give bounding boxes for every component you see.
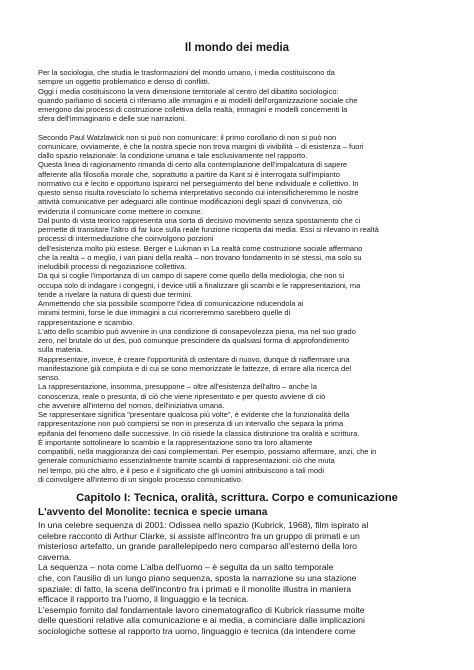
text-line: che, con l'ausilio di un lungo piano sequenza, sposta la narrazione su una stazione	[38, 572, 357, 583]
text-line: efficace il rapporto tra l'uomo, il linguaggio e la tecnica.	[38, 594, 249, 605]
text-line: rappresentazione e scambio.	[38, 317, 135, 327]
text-line: minimi termini, forse le due immagini a cui ricorreremmo sarebbero quelle di	[38, 308, 291, 318]
text-line: emergono dai processi di costruzione collettiva della realtà, immagini e modelli concernenti la	[38, 105, 348, 114]
text-line: La sequenza – nota come L'alba dell'uomo – è seguita da un salto temporale	[38, 562, 334, 573]
text-line: Ammettendo che sia possibile scomporre l'idea di comunicazione riducendola ai	[38, 299, 304, 308]
text-line: zero, nel brutale do ut des, può comunque prescindere da qualsiasi forma di approfondimento	[38, 336, 350, 345]
text-line: conoscenza, reale o presunta, di ciò che viene ripresentato e per questo avviene di ciò	[38, 391, 326, 401]
text-line: quando parliamo di società ci riferiamo alle immagini e ai modelli dell'organizzazione sociale che	[38, 95, 358, 105]
text-line: Se rappresentare significa "presentare qualcosa più volte", è evidente che la funzionalità della	[38, 410, 350, 419]
text-line: sociologiche sottese al rapporto tra uomo, linguaggio e tecnica (da intendere come	[38, 625, 356, 636]
text-line: Dal punto di vista teorico rappresenta una sorta di decisivo movimento senza spostamento che ci	[38, 215, 361, 225]
text-line: processi di intermediazione che coinvolgono porzioni	[38, 234, 214, 244]
text-line: L'atto dello scambio può avvenire in una condizione di consapevolezza piena, ma nel suo grado	[38, 326, 356, 336]
text-line: evidenzia il comunicare come mettere in comune.	[38, 206, 203, 216]
chapter-paragraphs	[38, 520, 436, 637]
text-line: Da qui si coglie l'importanza di un campo di sapere come quello della mediologia, che non si	[38, 271, 345, 281]
text-line: misterioso artefatto, un grande parallelepipedo nero comparso all'esterno della loro	[38, 541, 357, 552]
text-line: senso.	[38, 373, 61, 382]
text-line: L'esempio fornito dal fondamentale lavoro cinematografico di Kubrick riassume molte	[38, 604, 365, 615]
text-line: dell'esistenza molto più estese. Berger e Lukman in La realtà come costruzione sociale affermano	[38, 243, 363, 253]
text-line: compatibili, nella maggioranza dei casi complementari. Per esempio, possiamo affermare, anzi, che in	[38, 447, 377, 456]
text-line: permette di transitare l'altro di far luce sulla reale funzione ricoperta dai media. Essi si rilevano in realtà	[38, 225, 379, 234]
text-line: attività comunicative per adeguarci alle continue modificazioni degli spazi di convivenza, ciò	[38, 197, 342, 207]
text-line: tende a rivelare la natura di questi due termini.	[38, 289, 193, 299]
text-line: dallo spazio relazionale: la condizione umana e tale esclusivamente nel rapporto.	[38, 151, 308, 160]
text-line: caverna.	[38, 551, 72, 562]
text-line: manifestazione già compiuta e di cui se sono memorizzate le fattezze, di errare alla ricerca del	[38, 363, 352, 373]
text-line: Questa linea di ragionamento rimanda di certo alla contemplazione dell'impalcatura di sapere	[38, 160, 348, 170]
text-line: afferente alla filosofia morale che, soprattutto a partire da Kant si è interrogata sull'impianto	[38, 169, 340, 179]
intro-paragraph	[38, 68, 436, 124]
text-line: ineludibili processi di negoziazione collettiva.	[38, 262, 187, 271]
text-line: Rappresentare, invece, è creare l'opportunità di ostentare di nuovo, dunque di riaffermare una	[38, 354, 350, 364]
text-line: celebre racconto di Arthur Clarke, si assiste all'incontro fra un gruppo di primati e un	[38, 530, 360, 541]
text-line: rappresentazione non può compiersi se non in presenza di un intervallo che separa la prima	[38, 419, 344, 429]
text-line: In una celebre sequenza di 2001: Odissea nello spazio (Kubrick, 1968), film ispirato al	[38, 520, 369, 530]
text-line: comunicare, ovviamente, è che la nostra specie non trova margini di vivibilità – di esistenza – fuori	[38, 141, 364, 151]
text-line: Per la sociologia, che studia le trasformazioni del mondo umano, i media costituiscono da	[38, 68, 335, 77]
text-line: spaziale: di fatto, la scena dell'incontro fra i primati e il monolite illustra in maniera	[38, 583, 352, 594]
text-line: epifania del fenomeno dalle successive. In ciò risiede la classica distinzione tra oralità e scrittura.	[38, 428, 360, 438]
text-line: sempre un oggetto problematico e denso di conflitti.	[38, 77, 210, 87]
text-line: che la realtà – o meglio, i vari piani della realtà – non trovano fondamento in sé stessi, ma solo su	[38, 252, 362, 262]
text-line: questo senso risulta rovesciato lo schema interpretativo secondo cui intensificheremmo le nostre	[38, 188, 359, 197]
text-line: sfera dell'immaginario e delle sue narrazioni.	[38, 114, 187, 124]
text-line: normativo cui è lecito e opportuno ispirarci nel perseguimento del bene individuale e collettivo. In	[38, 178, 359, 188]
text-line: che avvenire all'interno del nomos, dell'iniziativa umana.	[38, 400, 225, 410]
text-line: È importante sottolineare lo scambio e la rappresentazione sono tra loro altamente	[38, 437, 313, 447]
text-line: La rappresentazione, insomma, presuppone – oltre all'esistenza dell'altro – anche la	[38, 382, 317, 392]
text-line: Secondo Paul Watzlawick non si può non comunicare: il primo corollario di non si può non	[38, 132, 337, 142]
text-line: nel tempo, più che altro, è il peso e il significato che gli uomini attribuiscono a tali modi	[38, 465, 324, 475]
text-line: occupa solo di indagare i congegni, i device utili a finalizzare gli scambi e le rappresentazioni, ma	[38, 280, 361, 290]
text-line: generale comunichiamo essenzialmente tramite scambi di rappresentazioni: ciò che muta	[38, 456, 335, 466]
chapter-title: Capitolo I: Tecnica, oralità, scrittura. Corpo e comunicazione	[76, 492, 398, 504]
section-title: L'avvento del Monolite: tecnica e specie umana	[38, 507, 268, 518]
text-line: Oggi i media costituiscono la vera dimensione territoriale al centro del dibattito sociologico:	[38, 86, 339, 96]
text-line: delle questioni relative alla comunicazione e ai media, a cominciare dalle implicazioni	[38, 615, 365, 626]
text-line: di coinvolgere all'interno di un singolo processo comunicativo.	[38, 474, 243, 484]
paragraph-gap	[38, 124, 436, 133]
text-line: sulla materia.	[38, 345, 83, 355]
document-title: Il mondo dei media	[184, 42, 290, 54]
main-paragraphs	[38, 133, 436, 485]
